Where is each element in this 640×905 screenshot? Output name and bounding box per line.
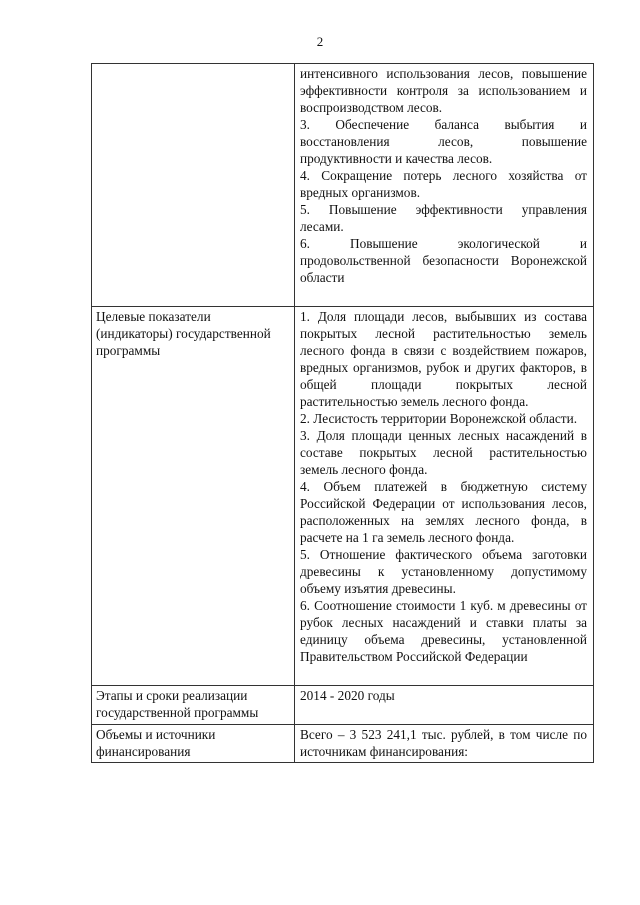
paragraph: 1. Доля площади лесов, выбывших из состава покрытых лесной растительностью земель лесного фонда в связи с воздействием пожаров, вредных организмов, рубок и других факторов, в общей площади покрытых лесной растительностью земель лесного фонда. <box>300 309 587 409</box>
row-value-cell <box>295 686 594 725</box>
paragraph: 5. Отношение фактического объема заготовки древесины к установленному допустимому объему изъятия древесины. <box>300 547 587 596</box>
row-value-cell <box>295 725 594 763</box>
paragraph: 4. Сокращение потерь лесного хозяйства от вредных организмов. <box>300 168 587 200</box>
paragraph: 3. Обеспечение баланса выбытия и восстановления лесов, повышение продуктивности и качества лесов. <box>300 117 587 166</box>
paragraph: 2. Лесистость территории Воронежской области. <box>300 411 578 426</box>
table-row <box>92 686 594 725</box>
paragraph: 6. Повышение экологической и продовольственной безопасности Воронежской области <box>300 236 587 285</box>
row-value-cell <box>295 307 594 686</box>
row-label: Этапы и сроки реализации государственной программы <box>96 688 259 720</box>
paragraph: 2014 - 2020 годы <box>300 688 395 703</box>
table-row <box>92 307 594 686</box>
paragraph: 6. Соотношение стоимости 1 куб. м древесины от рубок лесных насаждений и ставки платы за единицу объема древесины, установленной Правительством Российской Федерации <box>300 598 587 664</box>
row-label-cell <box>92 307 295 686</box>
paragraph: 4. Объем платежей в бюджетную систему Российской Федерации от использования лесов, расположенных на землях лесного фонда, в расчете на 1 га земель лесного фонда. <box>300 479 587 545</box>
row-label-cell <box>92 686 295 725</box>
paragraph: 3. Доля площади ценных лесных насаждений в составе покрытых лесной растительностью земель лесного фонда. <box>300 428 587 477</box>
row-label: Объемы и источники финансирования <box>96 727 216 759</box>
program-passport-table <box>91 63 594 763</box>
page-number: 2 <box>316 34 324 49</box>
cell-spacer <box>300 286 587 304</box>
paragraph: 5. Повышение эффективности управления лесами. <box>300 202 587 234</box>
row-label-cell <box>92 725 295 763</box>
cell-spacer <box>300 704 587 722</box>
row-value-cell <box>295 64 594 307</box>
paragraph: Всего – 3 523 241,1 тыс. рублей, в том числе по источникам финансирования: <box>300 727 587 759</box>
table-row <box>92 725 594 763</box>
table-row <box>92 64 594 307</box>
cell-spacer <box>300 665 587 683</box>
paragraph: интенсивного использования лесов, повышение эффективности контроля за использованием и воспроизводством лесов. <box>300 66 587 115</box>
row-label: Целевые показатели (индикаторы) государственной программы <box>96 309 271 358</box>
row-label-cell <box>92 64 295 307</box>
